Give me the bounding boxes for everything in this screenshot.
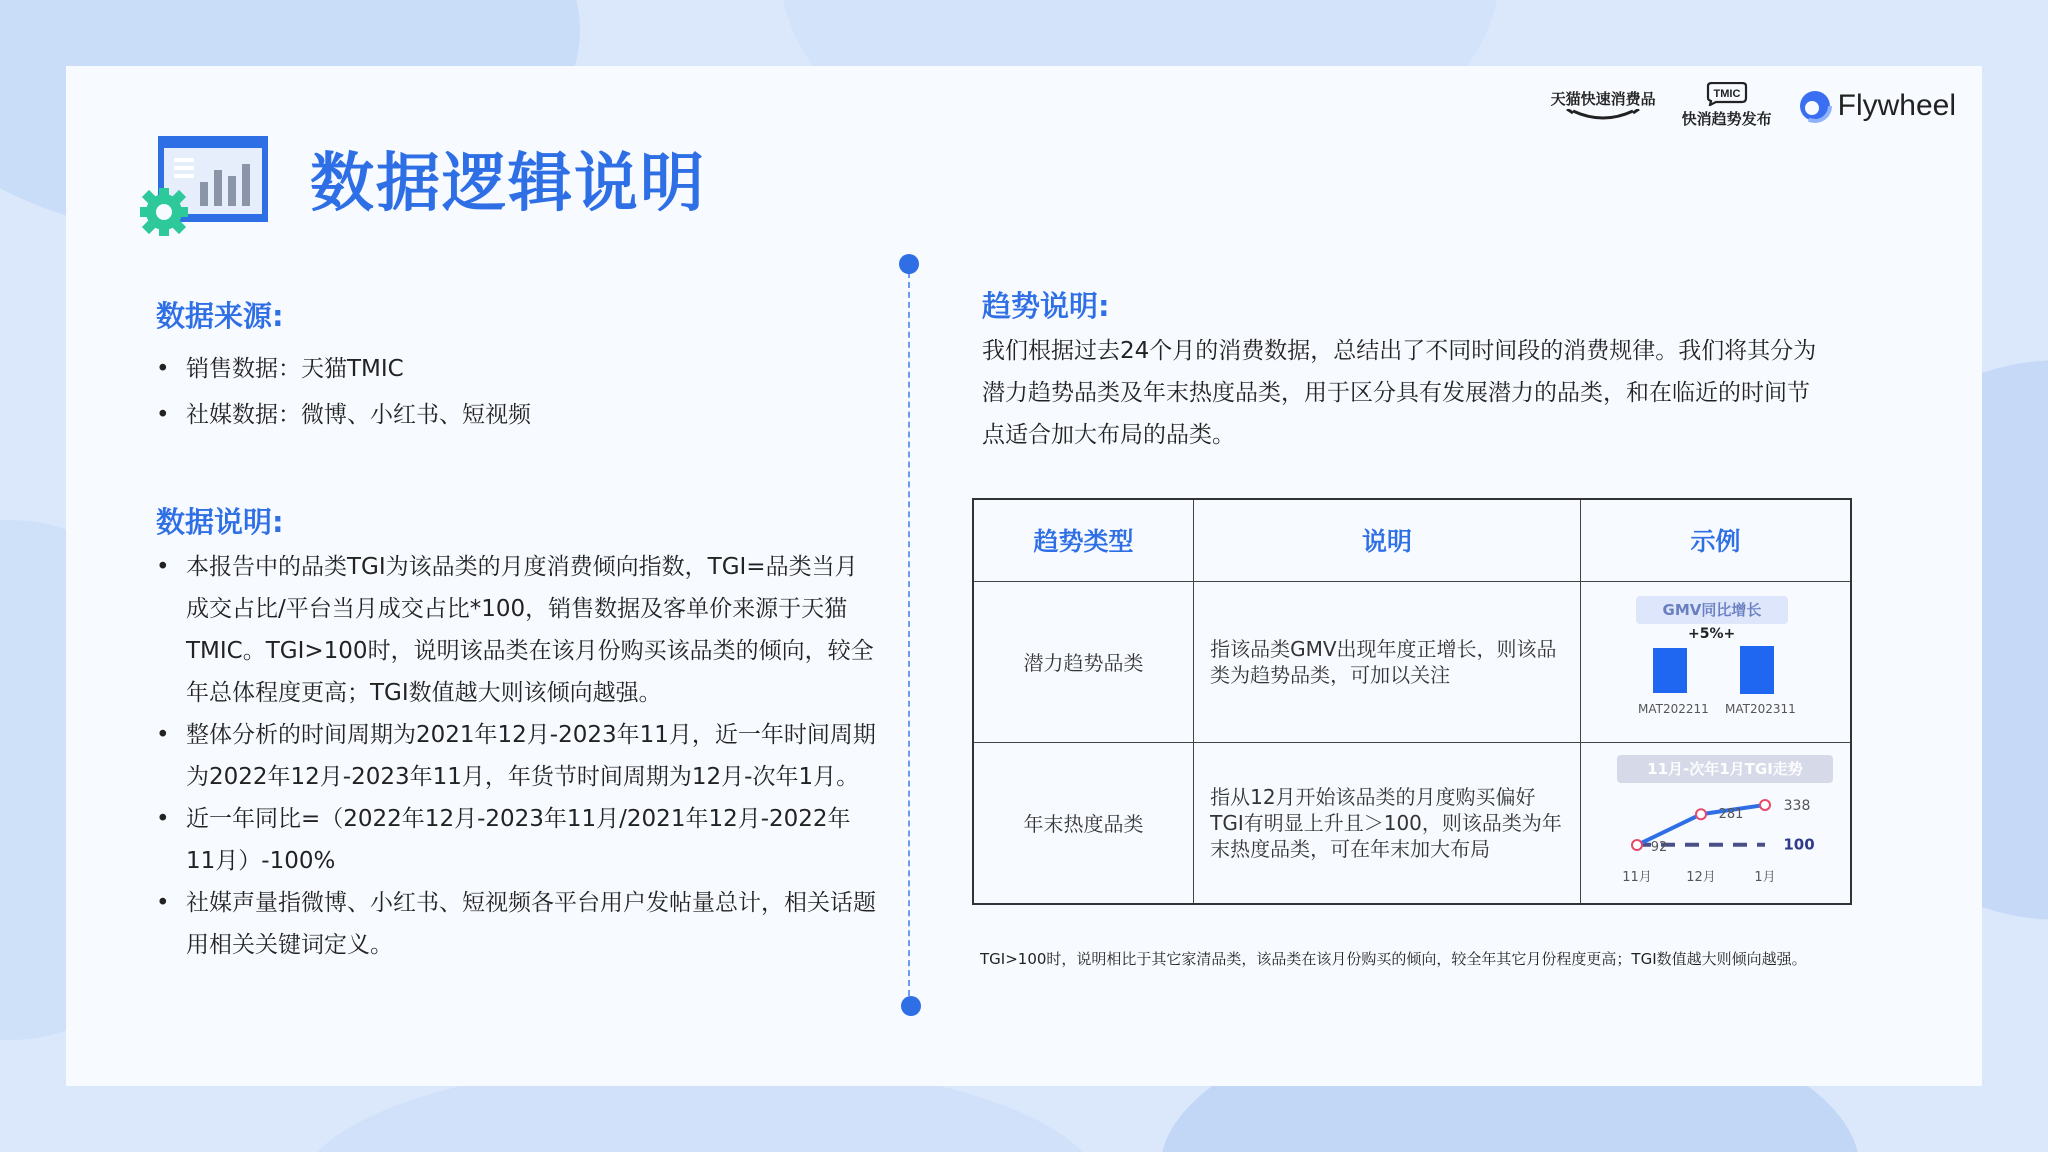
table-cell-desc: 指从12月开始该品类的月度购买偏好TGI有明显上升且＞100，则该品类为年末热度品类，可在年末加大布局: [1194, 742, 1581, 904]
gear-icon: [140, 188, 188, 236]
data-notes-list: [156, 546, 876, 966]
list-item: • 本报告中的品类TGI为该品类的月度消费倾向指数，TGI=品类当月成交占比/平台当月成交占比*100，销售数据及客单价来源于天猫TMIC。TGI>100时，说明该品类在该月份购买该品类的倾向，较全年总体程度更高；TGI数值越大则该倾向越强。: [156, 546, 876, 714]
gmv-example-label: GMV同比增长: [1636, 596, 1788, 624]
tgi-value-label: 338: [1783, 797, 1811, 814]
gmv-bar: [1740, 646, 1774, 694]
tmall-logo-text: 天猫快速消费品: [1550, 90, 1656, 108]
footnote: TGI>100时，说明相比于其它家清品类，该品类在该月份购买的倾向，较全年其它月份程度更高；TGI数值越大则倾向越强。: [980, 950, 1807, 968]
tgi-trend-chart: [1581, 743, 1850, 903]
tgi-point: [1632, 840, 1642, 850]
list-item: • 社媒数据：微博、小红书、短视频: [156, 392, 856, 438]
list-item: • 社媒声量指微博、小红书、短视频各平台用户发帖量总计，相关话题用相关关键词定义。: [156, 882, 876, 966]
table-cell-type: 年末热度品类: [973, 742, 1194, 904]
divider-dot: [899, 254, 919, 274]
trend-heading: 趋势说明:: [982, 289, 1110, 323]
tgi-example: [1581, 743, 1850, 903]
gmv-bar-label: MAT202211: [1637, 701, 1709, 716]
partner-logos: [1551, 82, 1956, 129]
table-header: 示例: [1580, 499, 1851, 581]
list-item: • 销售数据：天猫TMIC: [156, 346, 856, 392]
gmv-bar-label: MAT202311: [1724, 701, 1796, 716]
data-source-heading: 数据来源:: [156, 299, 284, 333]
trend-table: [972, 498, 1852, 905]
divider-dot: [901, 996, 921, 1016]
page-title: 数据逻辑说明: [310, 147, 706, 221]
tmall-logo: [1551, 88, 1656, 123]
tmall-cat-icon: [1563, 109, 1643, 123]
gmv-growth-label: +5%+: [1687, 625, 1736, 642]
table-cell-desc: 指该品类GMV出现年度正增长，则该品类为趋势品类，可加以关注: [1194, 581, 1581, 742]
data-source-list: [156, 346, 856, 438]
tmic-badge-text: TMIC: [1713, 88, 1741, 100]
trend-description: 我们根据过去24个月的消费数据，总结出了不同时间段的消费规律。我们将其分为潜力趋势品类及年末热度品类，用于区分具有发展潜力的品类，和在临近的时间节点适合加大布局的品类。: [982, 338, 1817, 448]
table-row: [973, 742, 1851, 904]
tgi-value-label: 92: [1650, 839, 1668, 855]
table-cell-example: [1580, 581, 1851, 742]
flywheel-logo: [1798, 89, 1956, 123]
tgi-x-tick-label: 12月: [1686, 869, 1716, 885]
flywheel-logo-text: Flywheel: [1837, 88, 1956, 122]
table-header-row: [973, 499, 1851, 581]
column-divider: [908, 262, 910, 1006]
tgi-x-tick-label: 1月: [1754, 869, 1776, 885]
tgi-point: [1760, 799, 1770, 809]
tgi-example-label: 11月-次年1月TGI走势: [1617, 755, 1833, 783]
list-item: • 整体分析的时间周期为2021年12月-2023年11月，近一年时间周期为2022年12月-2023年11月，年货节时间周期为12月-次年1月。: [156, 714, 876, 798]
table-cell-type: 潜力趋势品类: [973, 581, 1194, 742]
tgi-value-label: 281: [1718, 806, 1744, 822]
tmic-logo-text: 快消趋势发布: [1681, 110, 1772, 128]
flywheel-icon: [1798, 89, 1832, 123]
tgi-baseline-label: 100: [1783, 835, 1815, 854]
tgi-x-tick-label: 11月: [1622, 869, 1652, 885]
gmv-bar: [1653, 648, 1687, 693]
report-chart-icon: [138, 136, 274, 240]
tgi-point: [1696, 809, 1706, 819]
tmic-badge-icon: [1704, 82, 1750, 106]
data-notes-heading: 数据说明:: [156, 505, 284, 539]
table-header: 说明: [1194, 499, 1581, 581]
tmic-logo: [1682, 82, 1772, 129]
table-cell-example: [1580, 742, 1851, 904]
gmv-example: [1581, 582, 1850, 742]
table-header: 趋势类型: [973, 499, 1194, 581]
list-item: • 近一年同比=（2022年12月-2023年11月/2021年12月-2022年11月）-100%: [156, 798, 876, 882]
table-row: [973, 581, 1851, 742]
